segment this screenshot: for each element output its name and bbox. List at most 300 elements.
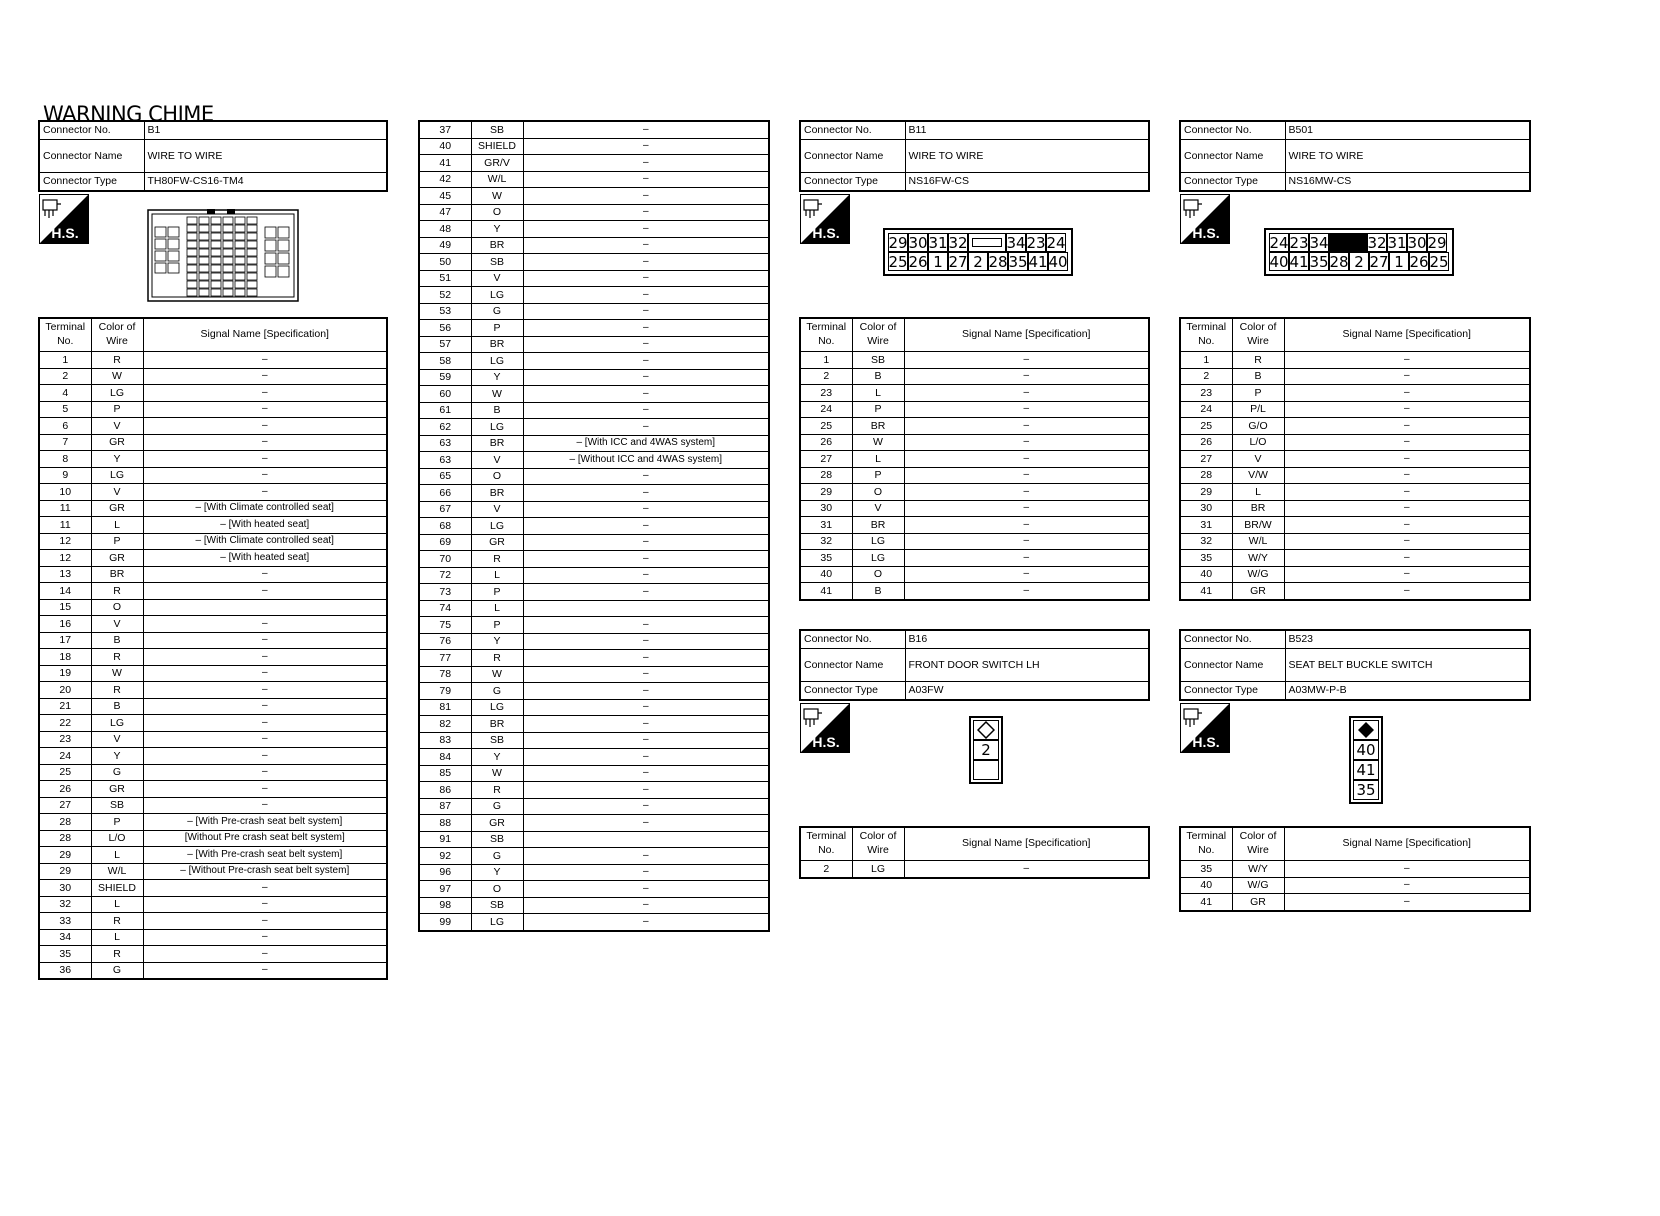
connector-pin: 29 bbox=[1427, 233, 1447, 252]
connector-pin: 25 bbox=[1429, 252, 1449, 271]
terminal-cell: 19 bbox=[39, 665, 91, 682]
wire-color-cell: L bbox=[91, 896, 143, 913]
wire-color-cell: Y bbox=[471, 633, 523, 650]
pin-table-header bbox=[800, 827, 1149, 861]
signal-cell: – bbox=[1284, 517, 1530, 534]
terminal-cell: 56 bbox=[419, 320, 471, 337]
signal-cell: – bbox=[523, 699, 769, 716]
table-row bbox=[800, 451, 1149, 468]
wire-color-cell: GR bbox=[91, 550, 143, 567]
wire-color-cell: Y bbox=[471, 369, 523, 386]
wire-color-cell: V bbox=[471, 501, 523, 518]
table-row bbox=[39, 715, 387, 732]
signal-cell: – bbox=[904, 352, 1149, 369]
wire-color-cell: LG bbox=[471, 914, 523, 931]
wire-color-cell: SHIELD bbox=[91, 880, 143, 897]
header-row-no bbox=[800, 121, 1149, 140]
table-row bbox=[419, 848, 769, 865]
connector-pin: 40 bbox=[1048, 252, 1068, 271]
table-row bbox=[419, 155, 769, 172]
signal-cell: – bbox=[1284, 566, 1530, 583]
signal-cell: – bbox=[143, 682, 387, 699]
terminal-cell: 14 bbox=[39, 583, 91, 600]
table-row bbox=[1180, 467, 1530, 484]
terminal-cell: 75 bbox=[419, 617, 471, 634]
terminal-cell: 17 bbox=[39, 632, 91, 649]
signal-cell: – bbox=[143, 434, 387, 451]
table-row bbox=[800, 566, 1149, 583]
header-row-name bbox=[1180, 140, 1530, 173]
terminal-cell: 60 bbox=[419, 386, 471, 403]
connector-pin: 30 bbox=[1407, 233, 1427, 252]
terminal-cell: 51 bbox=[419, 270, 471, 287]
wire-color-cell: R bbox=[91, 352, 143, 369]
table-row bbox=[800, 368, 1149, 385]
table-row bbox=[419, 650, 769, 667]
table-row bbox=[419, 831, 769, 848]
wire-color-cell: L bbox=[91, 517, 143, 534]
wire-color-cell: G bbox=[471, 848, 523, 865]
table-row bbox=[39, 731, 387, 748]
table-row bbox=[39, 962, 387, 979]
terminal-cell: 45 bbox=[419, 188, 471, 205]
connector-pin: 34 bbox=[1006, 233, 1026, 252]
wire-color-cell: Y bbox=[471, 221, 523, 238]
connector-b1-pin-table-right bbox=[418, 120, 770, 932]
pin-table-header bbox=[1180, 827, 1530, 861]
header-row-type bbox=[39, 173, 387, 192]
terminal-cell: 30 bbox=[800, 500, 852, 517]
signal-cell: – bbox=[523, 221, 769, 238]
table-row bbox=[1180, 566, 1530, 583]
signal-cell: – bbox=[523, 584, 769, 601]
connector-pin: 41 bbox=[1353, 760, 1379, 780]
wire-color-cell: V bbox=[471, 270, 523, 287]
terminal-cell: 81 bbox=[419, 699, 471, 716]
wire-color-cell: P bbox=[852, 467, 904, 484]
wire-color-cell: BR bbox=[852, 517, 904, 534]
terminal-cell: 29 bbox=[39, 847, 91, 864]
table-row bbox=[419, 518, 769, 535]
connector-pin: 40 bbox=[1269, 252, 1289, 271]
terminal-cell: 8 bbox=[39, 451, 91, 468]
header-label: Connector Type bbox=[39, 173, 144, 192]
signal-cell: – bbox=[143, 418, 387, 435]
terminal-cell: 91 bbox=[419, 831, 471, 848]
wire-color-cell: SB bbox=[471, 831, 523, 848]
table-row bbox=[419, 683, 769, 700]
wire-color-cell: W/L bbox=[1232, 533, 1284, 550]
signal-cell: – [With Pre-crash seat belt system] bbox=[143, 814, 387, 831]
header-label: Connector No. bbox=[800, 630, 905, 649]
signal-cell: – bbox=[523, 254, 769, 271]
wire-color-cell: O bbox=[91, 599, 143, 616]
wire-color-cell: P bbox=[91, 814, 143, 831]
table-row bbox=[39, 352, 387, 369]
header-value: B501 bbox=[1285, 121, 1530, 140]
terminal-cell: 47 bbox=[419, 204, 471, 221]
terminal-cell: 11 bbox=[39, 517, 91, 534]
signal-cell: – bbox=[523, 121, 769, 138]
terminal-cell: 88 bbox=[419, 815, 471, 832]
table-row bbox=[419, 369, 769, 386]
table-row bbox=[419, 171, 769, 188]
connector-pin: 26 bbox=[1409, 252, 1429, 271]
connector-b11-pin-table bbox=[799, 317, 1150, 601]
terminal-cell: 63 bbox=[419, 452, 471, 469]
table-row bbox=[39, 401, 387, 418]
table-row bbox=[39, 649, 387, 666]
harness-side-icon bbox=[800, 703, 850, 753]
header-label: Connector Type bbox=[800, 173, 905, 192]
table-row bbox=[39, 913, 387, 930]
harness-side-icon bbox=[39, 194, 89, 244]
signal-cell bbox=[143, 599, 387, 616]
terminal-cell: 2 bbox=[800, 368, 852, 385]
signal-cell: – bbox=[904, 467, 1149, 484]
table-row bbox=[39, 946, 387, 963]
connector-pin bbox=[973, 720, 999, 740]
hs-label: H.S. bbox=[1192, 734, 1220, 750]
signal-cell: – [Without Pre-crash seat belt system] bbox=[143, 863, 387, 880]
connector-pin: 28 bbox=[988, 252, 1008, 271]
table-row bbox=[800, 401, 1149, 418]
table-row bbox=[419, 386, 769, 403]
signal-cell: – bbox=[1284, 451, 1530, 468]
wire-color-cell: Y bbox=[91, 748, 143, 765]
signal-cell: – bbox=[523, 716, 769, 733]
table-row bbox=[419, 138, 769, 155]
terminal-cell: 62 bbox=[419, 419, 471, 436]
signal-cell: – bbox=[1284, 385, 1530, 402]
terminal-cell: 67 bbox=[419, 501, 471, 518]
header-label: Connector No. bbox=[39, 121, 144, 140]
signal-cell: – bbox=[523, 617, 769, 634]
table-row bbox=[419, 121, 769, 138]
signal-cell: – bbox=[1284, 583, 1530, 600]
wire-color-cell: W bbox=[91, 665, 143, 682]
wire-color-cell: O bbox=[471, 468, 523, 485]
terminal-cell: 35 bbox=[1180, 861, 1232, 878]
wire-color-cell: P bbox=[471, 584, 523, 601]
wire-color-cell: O bbox=[852, 566, 904, 583]
wire-color-cell: SB bbox=[471, 254, 523, 271]
wire-color-cell: P bbox=[1232, 385, 1284, 402]
connector-b501-face-diagram bbox=[1264, 228, 1454, 276]
table-row bbox=[800, 352, 1149, 369]
table-row bbox=[800, 484, 1149, 501]
connector-b501-pin-table bbox=[1179, 317, 1531, 601]
signal-cell: – bbox=[143, 368, 387, 385]
wire-color-cell: G bbox=[91, 764, 143, 781]
connector-pin: 27 bbox=[948, 252, 968, 271]
table-row bbox=[419, 749, 769, 766]
signal-cell: – bbox=[143, 401, 387, 418]
wire-color-cell: GR/V bbox=[471, 155, 523, 172]
signal-cell: – bbox=[904, 401, 1149, 418]
column-header: Color of Wire bbox=[1232, 827, 1284, 861]
wire-color-cell: P bbox=[91, 533, 143, 550]
table-row bbox=[419, 336, 769, 353]
signal-cell: – bbox=[143, 880, 387, 897]
header-label: Connector Name bbox=[1180, 140, 1285, 173]
table-row bbox=[1180, 418, 1530, 435]
terminal-cell: 33 bbox=[39, 913, 91, 930]
connector-pin: 30 bbox=[908, 233, 928, 252]
table-row bbox=[39, 385, 387, 402]
signal-cell: – bbox=[1284, 533, 1530, 550]
connector-pin: 29 bbox=[888, 233, 908, 252]
header-value: TH80FW-CS16-TM4 bbox=[144, 173, 387, 192]
connector-pin-row bbox=[888, 252, 1068, 271]
signal-cell: – bbox=[904, 451, 1149, 468]
table-row bbox=[1180, 385, 1530, 402]
table-row bbox=[419, 551, 769, 568]
table-row bbox=[419, 765, 769, 782]
table-row bbox=[419, 732, 769, 749]
header-value: NS16MW-CS bbox=[1285, 173, 1530, 192]
terminal-cell: 69 bbox=[419, 534, 471, 551]
table-row bbox=[1180, 583, 1530, 600]
signal-cell: – bbox=[904, 861, 1149, 878]
terminal-cell: 30 bbox=[39, 880, 91, 897]
signal-cell: – bbox=[904, 533, 1149, 550]
signal-cell: – bbox=[904, 583, 1149, 600]
wire-color-cell: R bbox=[91, 649, 143, 666]
terminal-cell: 61 bbox=[419, 402, 471, 419]
wire-color-cell: GR bbox=[91, 500, 143, 517]
connector-pin: 2 bbox=[973, 740, 999, 760]
signal-cell: [Without Pre crash seat belt system] bbox=[143, 830, 387, 847]
terminal-cell: 25 bbox=[800, 418, 852, 435]
signal-cell: – bbox=[523, 798, 769, 815]
terminal-cell: 66 bbox=[419, 485, 471, 502]
signal-cell: – bbox=[523, 864, 769, 881]
connector-key-icon bbox=[1353, 720, 1379, 740]
terminal-cell: 9 bbox=[39, 467, 91, 484]
terminal-cell: 78 bbox=[419, 666, 471, 683]
connector-pin: 2 bbox=[1349, 252, 1369, 271]
connector-pin: 23 bbox=[1289, 233, 1309, 252]
wire-color-cell: L bbox=[852, 385, 904, 402]
connector-pin: 41 bbox=[1289, 252, 1309, 271]
header-label: Connector No. bbox=[1180, 121, 1285, 140]
terminal-cell: 99 bbox=[419, 914, 471, 931]
terminal-cell: 68 bbox=[419, 518, 471, 535]
connector-pin: 25 bbox=[888, 252, 908, 271]
signal-cell: – bbox=[523, 518, 769, 535]
table-row bbox=[419, 584, 769, 601]
terminal-cell: 37 bbox=[419, 121, 471, 138]
connector-b523-face-diagram bbox=[1349, 716, 1383, 804]
signal-cell: – bbox=[523, 534, 769, 551]
wire-color-cell: LG bbox=[471, 518, 523, 535]
signal-cell: – bbox=[143, 929, 387, 946]
column-header: Signal Name [Specification] bbox=[904, 318, 1149, 352]
terminal-cell: 5 bbox=[39, 401, 91, 418]
terminal-cell: 57 bbox=[419, 336, 471, 353]
column-header: Terminal No. bbox=[800, 318, 852, 352]
connector-pin: 27 bbox=[1369, 252, 1389, 271]
terminal-cell: 2 bbox=[800, 861, 852, 878]
connector-pin: 26 bbox=[908, 252, 928, 271]
signal-cell: – bbox=[523, 848, 769, 865]
harness-side-icon bbox=[1180, 703, 1230, 753]
terminal-cell: 83 bbox=[419, 732, 471, 749]
table-row bbox=[419, 798, 769, 815]
wire-color-cell: SB bbox=[852, 352, 904, 369]
header-row-type bbox=[800, 682, 1149, 701]
wire-color-cell: LG bbox=[852, 533, 904, 550]
wire-color-cell: V bbox=[91, 418, 143, 435]
signal-cell: – bbox=[904, 434, 1149, 451]
terminal-cell: 41 bbox=[1180, 583, 1232, 600]
column-header: Signal Name [Specification] bbox=[143, 318, 387, 352]
table-row bbox=[419, 254, 769, 271]
header-label: Connector Type bbox=[800, 682, 905, 701]
hs-label: H.S. bbox=[51, 225, 79, 241]
table-row bbox=[419, 897, 769, 914]
header-row-no bbox=[39, 121, 387, 140]
table-row bbox=[39, 583, 387, 600]
terminal-cell: 82 bbox=[419, 716, 471, 733]
header-value: FRONT DOOR SWITCH LH bbox=[905, 649, 1149, 682]
signal-cell: – bbox=[1284, 877, 1530, 894]
terminal-cell: 86 bbox=[419, 782, 471, 799]
terminal-cell: 30 bbox=[1180, 500, 1232, 517]
terminal-cell: 24 bbox=[39, 748, 91, 765]
terminal-cell: 23 bbox=[1180, 385, 1232, 402]
signal-cell: – bbox=[523, 765, 769, 782]
signal-cell: – bbox=[904, 418, 1149, 435]
table-row bbox=[1180, 500, 1530, 517]
signal-cell: – bbox=[143, 385, 387, 402]
terminal-cell: 23 bbox=[39, 731, 91, 748]
signal-cell bbox=[523, 831, 769, 848]
header-label: Connector Type bbox=[1180, 173, 1285, 192]
terminal-cell: 36 bbox=[39, 962, 91, 979]
table-row bbox=[800, 517, 1149, 534]
terminal-cell: 11 bbox=[39, 500, 91, 517]
signal-cell bbox=[523, 600, 769, 617]
connector-pin: 35 bbox=[1008, 252, 1028, 271]
terminal-cell: 12 bbox=[39, 533, 91, 550]
table-row bbox=[419, 468, 769, 485]
signal-cell: – bbox=[904, 500, 1149, 517]
wire-color-cell: L bbox=[1232, 484, 1284, 501]
table-row bbox=[1180, 533, 1530, 550]
wire-color-cell: LG bbox=[91, 385, 143, 402]
table-row bbox=[39, 566, 387, 583]
table-row bbox=[39, 550, 387, 567]
header-row-no bbox=[1180, 630, 1530, 649]
wire-color-cell: P bbox=[471, 617, 523, 634]
connector-pin: 32 bbox=[948, 233, 968, 252]
signal-cell: – bbox=[904, 550, 1149, 567]
signal-cell: – bbox=[523, 188, 769, 205]
table-row bbox=[1180, 877, 1530, 894]
signal-cell: – bbox=[523, 287, 769, 304]
column-header: Terminal No. bbox=[1180, 827, 1232, 861]
header-value: A03MW-P-B bbox=[1285, 682, 1530, 701]
terminal-cell: 12 bbox=[39, 550, 91, 567]
wire-color-cell: B bbox=[91, 632, 143, 649]
header-label: Connector Name bbox=[800, 649, 905, 682]
terminal-cell: 72 bbox=[419, 567, 471, 584]
table-row bbox=[39, 748, 387, 765]
table-row bbox=[419, 699, 769, 716]
terminal-cell: 27 bbox=[39, 797, 91, 814]
signal-cell: – bbox=[523, 749, 769, 766]
table-row bbox=[800, 861, 1149, 878]
connector-pin: 31 bbox=[928, 233, 948, 252]
terminal-cell: 10 bbox=[39, 484, 91, 501]
signal-cell: – bbox=[523, 551, 769, 568]
wire-color-cell: SB bbox=[471, 732, 523, 749]
terminal-cell: 73 bbox=[419, 584, 471, 601]
table-row bbox=[39, 880, 387, 897]
terminal-cell: 29 bbox=[39, 863, 91, 880]
wire-color-cell: Y bbox=[471, 864, 523, 881]
connector-b11-header bbox=[799, 120, 1150, 192]
terminal-cell: 21 bbox=[39, 698, 91, 715]
table-row bbox=[39, 467, 387, 484]
table-row bbox=[39, 599, 387, 616]
signal-cell: – bbox=[1284, 861, 1530, 878]
wire-color-cell: BR bbox=[852, 418, 904, 435]
terminal-cell: 7 bbox=[39, 434, 91, 451]
signal-cell: – bbox=[1284, 401, 1530, 418]
wire-color-cell: V bbox=[91, 484, 143, 501]
connector-pin: 32 bbox=[1367, 233, 1387, 252]
terminal-cell: 4 bbox=[39, 385, 91, 402]
terminal-cell: 63 bbox=[419, 435, 471, 452]
table-row bbox=[39, 533, 387, 550]
wire-color-cell: V/W bbox=[1232, 467, 1284, 484]
wire-color-cell: P bbox=[91, 401, 143, 418]
terminal-cell: 1 bbox=[39, 352, 91, 369]
wire-color-cell: SB bbox=[471, 897, 523, 914]
signal-cell: – bbox=[523, 567, 769, 584]
terminal-cell: 41 bbox=[1180, 894, 1232, 911]
terminal-cell: 25 bbox=[1180, 418, 1232, 435]
wire-color-cell: W bbox=[471, 386, 523, 403]
table-row bbox=[1180, 368, 1530, 385]
table-row bbox=[800, 550, 1149, 567]
connector-pin-row bbox=[1269, 252, 1449, 271]
wire-color-cell: R bbox=[91, 682, 143, 699]
connector-pin: 31 bbox=[1387, 233, 1407, 252]
table-row bbox=[800, 467, 1149, 484]
terminal-cell: 26 bbox=[1180, 434, 1232, 451]
connector-b1-pin-table-left bbox=[38, 317, 388, 980]
table-row bbox=[39, 781, 387, 798]
table-row bbox=[1180, 484, 1530, 501]
wire-color-cell: V bbox=[91, 731, 143, 748]
wire-color-cell: V bbox=[471, 452, 523, 469]
signal-cell: – bbox=[523, 666, 769, 683]
table-row bbox=[419, 666, 769, 683]
signal-cell: – bbox=[523, 353, 769, 370]
connector-b11-face-diagram bbox=[883, 228, 1073, 276]
header-value: A03FW bbox=[905, 682, 1149, 701]
table-row bbox=[419, 435, 769, 452]
table-row bbox=[39, 434, 387, 451]
terminal-cell: 2 bbox=[1180, 368, 1232, 385]
signal-cell: – bbox=[904, 566, 1149, 583]
connector-pin: 40 bbox=[1353, 740, 1379, 760]
signal-cell: – bbox=[523, 138, 769, 155]
